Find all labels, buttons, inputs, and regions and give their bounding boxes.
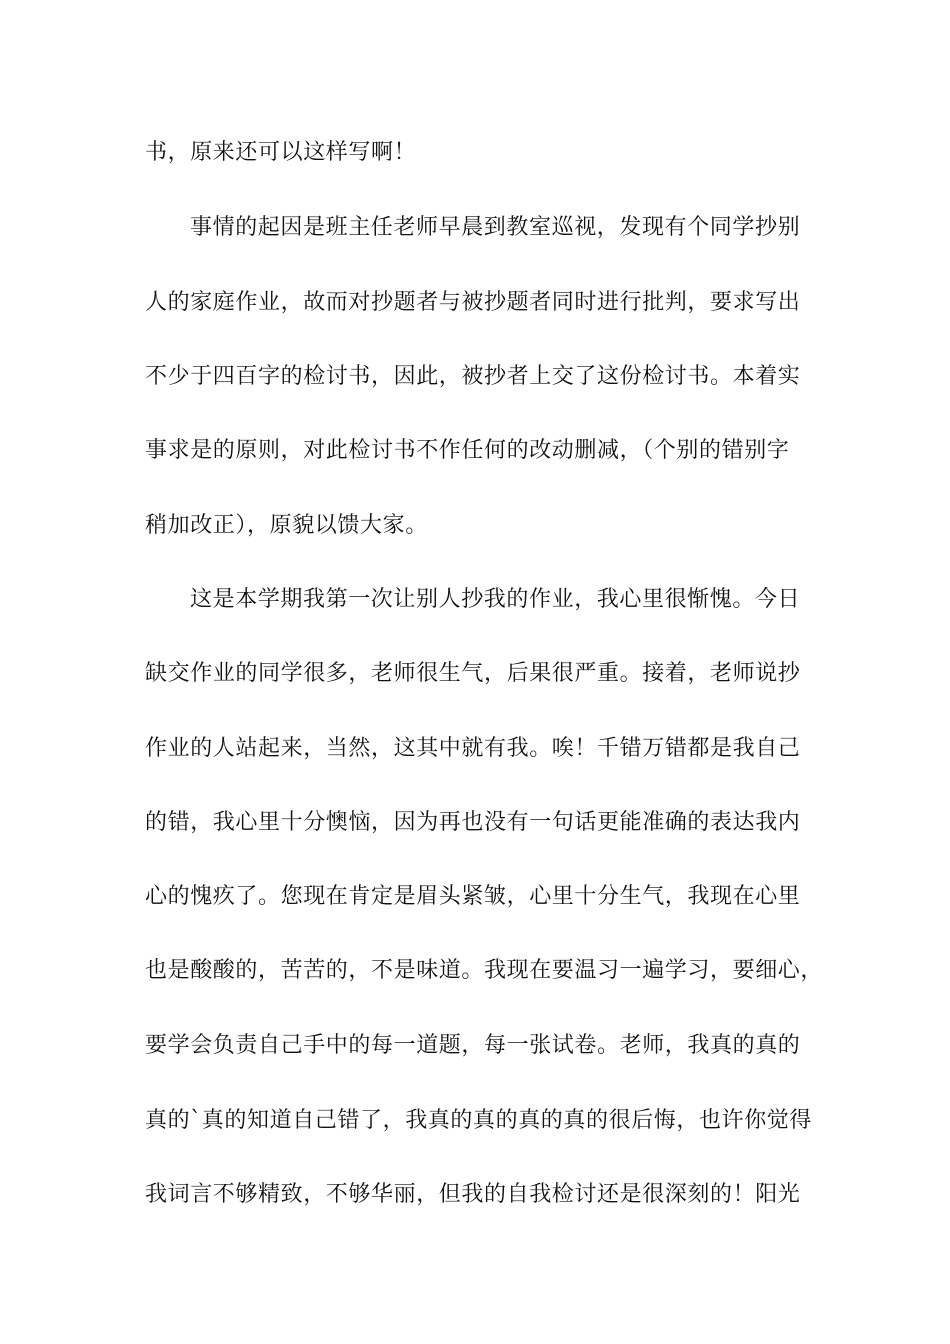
text-line: 要学会负责自己手中的每一道题，每一张试卷。老师，我真的真的 xyxy=(145,1033,801,1058)
text-line: 人的家庭作业，故而对抄题者与被抄题者同时进行批判，要求写出 xyxy=(145,290,801,315)
text-line: 作业的人站起来，当然，这其中就有我。唉！千错万错都是我自己 xyxy=(145,736,801,761)
paragraph-first-line: 事情的起因是班主任老师早晨到教室巡视，发现有个同学抄别 xyxy=(190,215,801,240)
text-line: 缺交作业的同学很多，老师很生气，后果很严重。接着，老师说抄 xyxy=(145,661,801,686)
text-line: 的错，我心里十分懊恼，因为再也没有一句话更能准确的表达我内 xyxy=(145,810,801,835)
paragraph-first-line: 这是本学期我第一次让别人抄我的作业，我心里很惭愧。今日 xyxy=(190,587,801,612)
text-line: 不少于四百字的检讨书，因此，被抄者上交了这份检讨书。本着实 xyxy=(145,364,801,389)
text-line: 心的愧疚了。您现在肯定是眉头紧皱，心里十分生气，我现在心里 xyxy=(145,884,801,909)
text-line: 也是酸酸的，苦苦的，不是味道。我现在要温习一遍学习，要细心， xyxy=(145,958,824,983)
text-line: 稍加改正），原貌以馈大家。 xyxy=(145,513,428,538)
text-line: 真的`真的知道自己错了，我真的真的真的真的很后悔，也许你觉得 xyxy=(145,1108,813,1133)
text-line: 书，原来还可以这样写啊！ xyxy=(145,140,417,165)
text-line: 我词言不够精致，不够华丽，但我的自我检讨还是很深刻的！阳光 xyxy=(145,1182,801,1207)
text-line: 事求是的原则，对此检讨书不作任何的改动删减，（个别的错别字 xyxy=(145,438,790,463)
